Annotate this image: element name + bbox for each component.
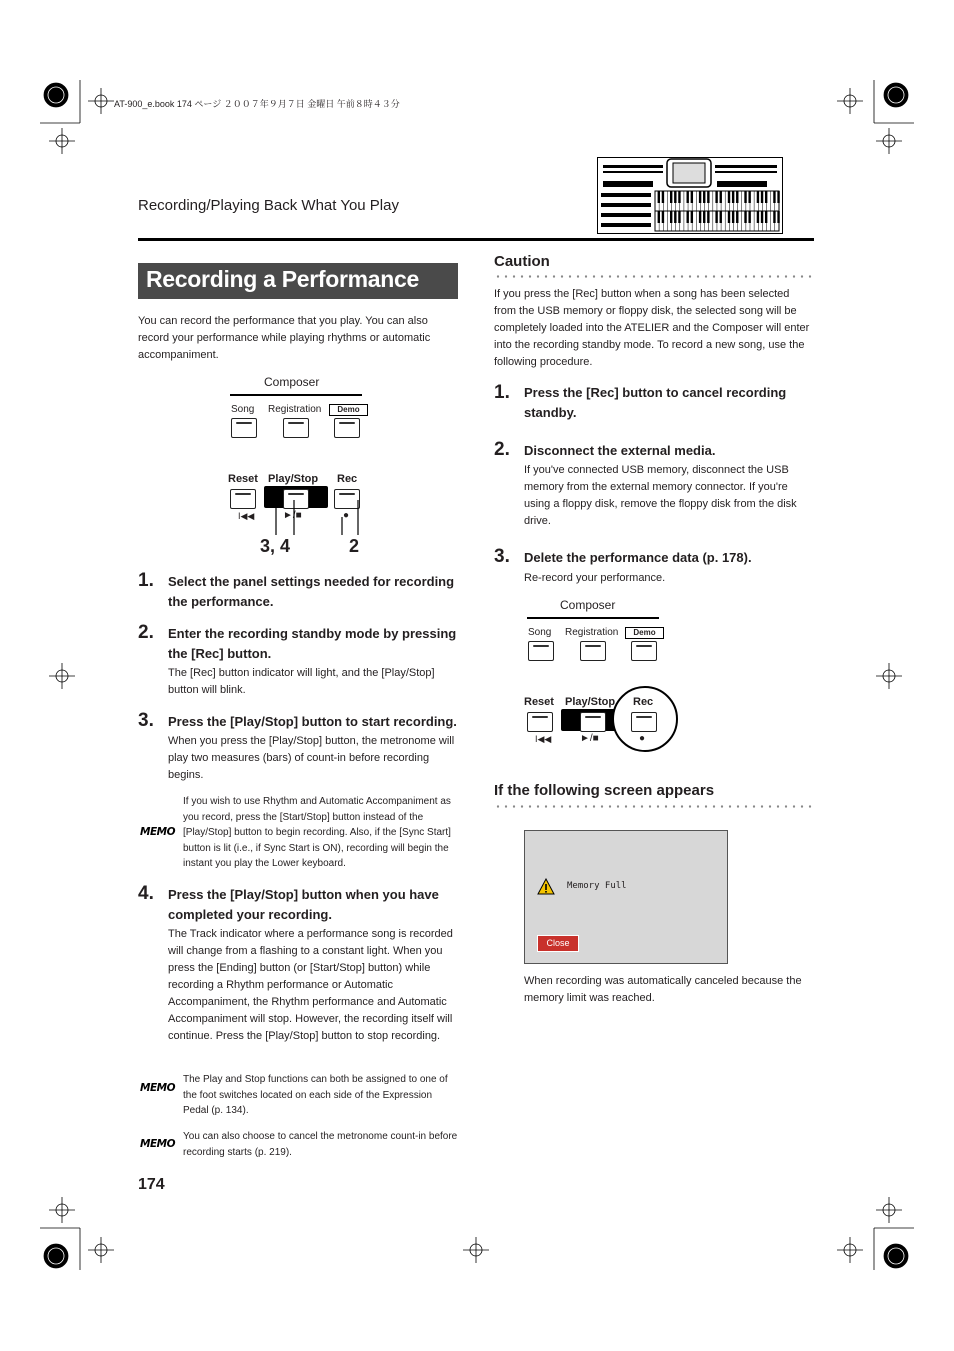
demo-button[interactable]	[334, 418, 360, 438]
reset-label: Reset	[524, 696, 554, 708]
section-title: Recording a Performance	[146, 266, 420, 292]
running-header: Recording/Playing Back What You Play	[138, 197, 399, 214]
step-body: If you've connected USB memory, disconnect the USB memory from the external memory connector. If you're using a floppy disk, remove the floppy disk from the disk drive.	[524, 464, 797, 527]
header-rule	[138, 238, 814, 241]
play-stop-icon: ►/■	[283, 510, 302, 521]
memory-full-message: Memory Full	[567, 881, 627, 891]
step-title: Select the panel settings needed for recording the performance.	[168, 574, 455, 609]
memo-icon: MEMO	[140, 1138, 175, 1150]
memory-full-screen	[524, 830, 728, 964]
step-number: 2.	[138, 622, 154, 643]
step-title: Press the [Rec] button to cancel recording standby.	[524, 385, 787, 420]
composer-rule	[230, 394, 362, 396]
rec-dot-icon: ●	[343, 510, 350, 521]
rewind-icon: I◀◀	[238, 511, 255, 521]
memo-text-3: You can also choose to cancel the metronome count-in before recording starts (p. 219).	[183, 1131, 458, 1158]
callout-steps-3-4: 3, 4	[260, 536, 291, 556]
step-title: Press the [Play/Stop] button when you have completed your recording.	[168, 887, 439, 922]
intro-text: You can record the performance that you play. You can also record your performance while playing rhythms or automatic accompaniment.	[138, 315, 431, 361]
play-stop-button[interactable]	[580, 712, 606, 732]
step-number: 1.	[494, 382, 510, 403]
demo-button[interactable]	[631, 641, 657, 661]
registration-label: Registration	[268, 404, 322, 415]
dotted-rule	[494, 805, 814, 808]
step-number: 1.	[138, 570, 154, 591]
song-button[interactable]	[231, 418, 257, 438]
step-title: Disconnect the external media.	[524, 443, 716, 458]
memo-icon: MEMO	[140, 826, 175, 838]
demo-label: Demo	[625, 627, 664, 639]
caution-heading: Caution	[494, 253, 550, 270]
organ-keyboard-icon	[597, 157, 783, 234]
step-body: The [Rec] button indicator will light, and the [Play/Stop] button will blink.	[168, 667, 435, 696]
step-title: Enter the recording standby mode by pressing the [Rec] button.	[168, 626, 457, 661]
demo-label: Demo	[329, 404, 368, 416]
step-body: Re-record your performance.	[524, 572, 666, 584]
warning-icon	[537, 878, 555, 895]
step-number: 3.	[494, 546, 510, 567]
rec-dot-icon: ●	[639, 733, 646, 744]
dotted-rule	[494, 275, 814, 278]
memo-text-2: The Play and Stop functions can both be assigned to one of the foot switches located on each side of the Expression Pedal (p. 134).	[183, 1074, 448, 1116]
composer-rule	[527, 617, 659, 619]
composer-label: Composer	[264, 375, 320, 389]
registration-button[interactable]	[580, 641, 606, 661]
reset-button[interactable]	[527, 712, 553, 732]
song-label: Song	[528, 627, 552, 638]
screen-caption: When recording was automatically canceled because the memory limit was reached.	[524, 975, 802, 1004]
registration-button[interactable]	[283, 418, 309, 438]
song-label: Song	[231, 404, 255, 415]
reset-label: Reset	[228, 473, 258, 485]
reset-button[interactable]	[230, 489, 256, 509]
play-stop-label: Play/Stop	[565, 696, 616, 708]
callout-step-2: 2	[349, 536, 360, 556]
step-title: Delete the performance data (p. 178).	[524, 550, 752, 565]
step-number: 2.	[494, 439, 510, 460]
page-number: 174	[138, 1176, 165, 1193]
print-header: AT-900_e.book 174 ページ ２００７年９月７日 金曜日 午前８時４３分	[114, 99, 400, 109]
rec-label: Rec	[337, 473, 358, 485]
memo-text-1: If you wish to use Rhythm and Automatic Accompaniment as you record, press the [Start/Stop] button instead of the [Play/Stop] button to begin recording. Also, if the [Sync Start] button is lit (i.e., if Sync Start is ON), recording will begin the instant you play the Lower keyboard.	[183, 796, 451, 869]
composer-label: Composer	[560, 598, 616, 612]
rec-label: Rec	[633, 696, 654, 708]
step-body: When you press the [Play/Stop] button, the metronome will play two measures (bars) of count-in before recording begins.	[168, 735, 455, 781]
caution-text: If you press the [Rec] button when a song has been selected from the USB memory or floppy disk, the selected song will be completely loaded into the ATELIER and the Composer will enter into the recording standby mode. To record a new song, use the following procedure.	[494, 288, 810, 368]
memo-icon: MEMO	[140, 1082, 175, 1094]
play-stop-icon: ►/■	[580, 733, 599, 744]
section-title-bar	[138, 263, 458, 299]
step-title: Press the [Play/Stop] button to start recording.	[168, 714, 457, 729]
registration-label: Registration	[565, 627, 619, 638]
rec-button[interactable]	[631, 712, 657, 732]
song-button[interactable]	[528, 641, 554, 661]
screen-heading: If the following screen appears	[494, 782, 715, 799]
play-stop-label: Play/Stop	[268, 473, 319, 485]
close-button[interactable]: Close	[537, 935, 579, 952]
step-body: The Track indicator where a performance song is recorded will change from a flashing to a constant light. When you press the [Ending] button (or [Start/Stop] button) while recording a Rhythm performance or Automatic Accompaniment, the Rhythm performance and Automatic Accompaniment will stop. However, the recording itself will continue. Press the [Play/Stop] button to stop recording.	[168, 928, 453, 1042]
callout-lines	[260, 495, 370, 540]
step-number: 3.	[138, 710, 154, 731]
rewind-icon: I◀◀	[535, 734, 552, 744]
step-number: 4.	[138, 883, 154, 904]
